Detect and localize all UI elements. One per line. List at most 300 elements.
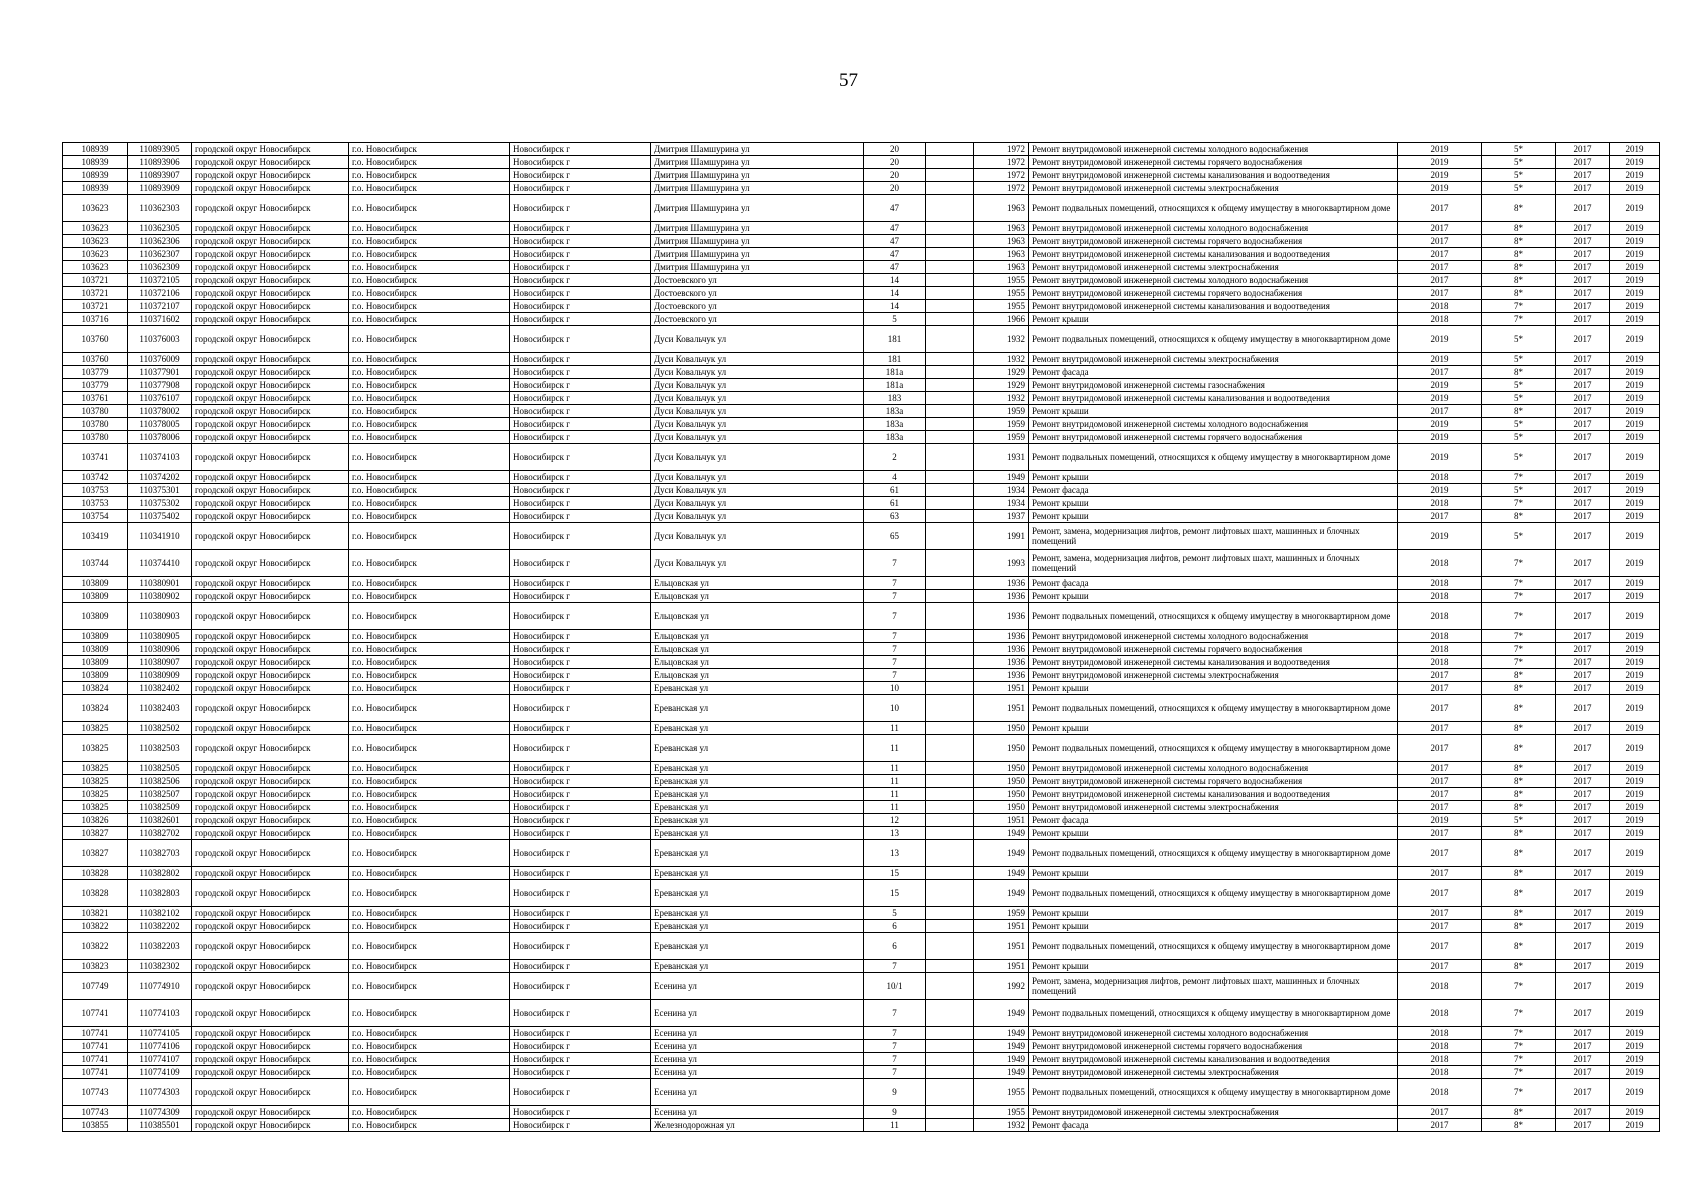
cell-year-built: 1949 — [974, 840, 1029, 867]
cell-year-built: 1963 — [974, 261, 1029, 274]
cell-plan-year: 2017 — [1398, 235, 1482, 248]
cell-building — [926, 405, 974, 418]
cell-municipality: городской округ Новосибирск — [192, 274, 349, 287]
cell-plan-year: 2018 — [1398, 313, 1482, 326]
cell-settlement: г.о. Новосибирск — [349, 379, 510, 392]
cell-municipality: городской округ Новосибирск — [192, 801, 349, 814]
cell-work-id: 110375301 — [128, 484, 192, 497]
cell-start-year: 2017 — [1556, 392, 1610, 405]
cell-end-year: 2019 — [1610, 182, 1660, 195]
cell-end-year: 2019 — [1610, 907, 1660, 920]
table-row — [63, 1079, 1660, 1106]
cell-street: Дуси Ковальчук ул — [651, 444, 864, 471]
cell-street: Железнодорожная ул — [651, 1119, 864, 1132]
cell-work-type: Ремонт внутридомовой инженерной системы горячего водоснабжения — [1029, 431, 1398, 444]
cell-priority: 5* — [1482, 484, 1556, 497]
cell-year-built: 1959 — [974, 907, 1029, 920]
cell-house-number: 61 — [864, 497, 926, 510]
cell-building — [926, 973, 974, 1000]
cell-end-year: 2019 — [1610, 392, 1660, 405]
cell-priority: 8* — [1482, 735, 1556, 762]
cell-year-built: 1950 — [974, 762, 1029, 775]
cell-house-id: 103825 — [63, 735, 128, 762]
cell-plan-year: 2019 — [1398, 169, 1482, 182]
cell-end-year: 2019 — [1610, 590, 1660, 603]
cell-building — [926, 444, 974, 471]
cell-street: Ереванская ул — [651, 867, 864, 880]
cell-work-id: 110372107 — [128, 300, 192, 313]
cell-building — [926, 287, 974, 300]
cell-priority: 7* — [1482, 1000, 1556, 1027]
cell-work-type: Ремонт, замена, модернизация лифтов, ремонт лифтовых шахт, машинных и блочных помещений — [1029, 550, 1398, 577]
cell-work-id: 110362305 — [128, 222, 192, 235]
cell-house-id: 103721 — [63, 274, 128, 287]
cell-year-built: 1993 — [974, 550, 1029, 577]
cell-house-id: 103822 — [63, 920, 128, 933]
cell-city: Новосибирск г — [510, 762, 651, 775]
cell-work-id: 110380903 — [128, 603, 192, 630]
cell-house-number: 181 — [864, 326, 926, 353]
cell-settlement: г.о. Новосибирск — [349, 643, 510, 656]
cell-end-year: 2019 — [1610, 379, 1660, 392]
cell-end-year: 2019 — [1610, 444, 1660, 471]
cell-city: Новосибирск г — [510, 405, 651, 418]
table-row — [63, 762, 1660, 775]
cell-start-year: 2017 — [1556, 366, 1610, 379]
cell-house-id: 103779 — [63, 379, 128, 392]
cell-settlement: г.о. Новосибирск — [349, 523, 510, 550]
cell-city: Новосибирск г — [510, 444, 651, 471]
cell-year-built: 1934 — [974, 497, 1029, 510]
cell-building — [926, 1053, 974, 1066]
cell-year-built: 1929 — [974, 379, 1029, 392]
cell-street: Дмитрия Шамшурина ул — [651, 156, 864, 169]
cell-priority: 8* — [1482, 1106, 1556, 1119]
cell-building — [926, 431, 974, 444]
cell-work-id: 110382509 — [128, 801, 192, 814]
cell-priority: 7* — [1482, 577, 1556, 590]
cell-city: Новосибирск г — [510, 867, 651, 880]
table-row — [63, 1053, 1660, 1066]
cell-year-built: 1951 — [974, 960, 1029, 973]
cell-year-built: 1950 — [974, 801, 1029, 814]
cell-house-number: 2 — [864, 444, 926, 471]
cell-end-year: 2019 — [1610, 867, 1660, 880]
cell-plan-year: 2018 — [1398, 1040, 1482, 1053]
cell-municipality: городской округ Новосибирск — [192, 775, 349, 788]
cell-start-year: 2017 — [1556, 195, 1610, 222]
cell-municipality: городской округ Новосибирск — [192, 261, 349, 274]
cell-start-year: 2017 — [1556, 1000, 1610, 1027]
cell-work-id: 110774107 — [128, 1053, 192, 1066]
cell-work-type: Ремонт подвальных помещений, относящихся к общему имуществу в многоквартирном доме — [1029, 735, 1398, 762]
cell-street: Ереванская ул — [651, 762, 864, 775]
cell-plan-year: 2017 — [1398, 762, 1482, 775]
cell-settlement: г.о. Новосибирск — [349, 669, 510, 682]
cell-house-id: 103809 — [63, 603, 128, 630]
cell-house-id: 103827 — [63, 827, 128, 840]
cell-plan-year: 2019 — [1398, 156, 1482, 169]
cell-city: Новосибирск г — [510, 248, 651, 261]
cell-settlement: г.о. Новосибирск — [349, 933, 510, 960]
cell-house-number: 9 — [864, 1079, 926, 1106]
table-row — [63, 656, 1660, 669]
cell-plan-year: 2018 — [1398, 590, 1482, 603]
cell-plan-year: 2018 — [1398, 603, 1482, 630]
cell-settlement: г.о. Новосибирск — [349, 222, 510, 235]
cell-start-year: 2017 — [1556, 418, 1610, 431]
cell-start-year: 2017 — [1556, 379, 1610, 392]
cell-settlement: г.о. Новосибирск — [349, 248, 510, 261]
cell-year-built: 1955 — [974, 300, 1029, 313]
cell-house-number: 10 — [864, 682, 926, 695]
cell-building — [926, 1027, 974, 1040]
cell-priority: 5* — [1482, 326, 1556, 353]
cell-priority: 7* — [1482, 643, 1556, 656]
cell-house-number: 65 — [864, 523, 926, 550]
cell-municipality: городской округ Новосибирск — [192, 182, 349, 195]
cell-city: Новосибирск г — [510, 814, 651, 827]
cell-house-id: 103760 — [63, 326, 128, 353]
cell-house-number: 47 — [864, 248, 926, 261]
cell-house-id: 103822 — [63, 933, 128, 960]
cell-city: Новосибирск г — [510, 287, 651, 300]
table-row — [63, 880, 1660, 907]
cell-year-built: 1949 — [974, 827, 1029, 840]
cell-plan-year: 2017 — [1398, 405, 1482, 418]
table-row — [63, 261, 1660, 274]
cell-municipality: городской округ Новосибирск — [192, 762, 349, 775]
cell-house-id: 103825 — [63, 722, 128, 735]
cell-priority: 7* — [1482, 300, 1556, 313]
cell-plan-year: 2018 — [1398, 471, 1482, 484]
cell-building — [926, 827, 974, 840]
cell-priority: 8* — [1482, 222, 1556, 235]
cell-year-built: 1949 — [974, 1027, 1029, 1040]
cell-municipality: городской округ Новосибирск — [192, 735, 349, 762]
cell-municipality: городской округ Новосибирск — [192, 973, 349, 1000]
cell-municipality: городской округ Новосибирск — [192, 169, 349, 182]
cell-priority: 8* — [1482, 827, 1556, 840]
cell-priority: 8* — [1482, 274, 1556, 287]
cell-city: Новосибирск г — [510, 274, 651, 287]
cell-settlement: г.о. Новосибирск — [349, 814, 510, 827]
cell-city: Новосибирск г — [510, 840, 651, 867]
page-number: 57 — [839, 70, 858, 91]
cell-house-number: 63 — [864, 510, 926, 523]
cell-settlement: г.о. Новосибирск — [349, 840, 510, 867]
cell-work-type: Ремонт внутридомовой инженерной системы горячего водоснабжения — [1029, 775, 1398, 788]
cell-work-id: 110380902 — [128, 590, 192, 603]
table-row — [63, 497, 1660, 510]
cell-building — [926, 550, 974, 577]
cell-work-type: Ремонт внутридомовой инженерной системы канализования и водоотведения — [1029, 1053, 1398, 1066]
cell-work-id: 110774103 — [128, 1000, 192, 1027]
cell-building — [926, 1106, 974, 1119]
cell-work-id: 110382503 — [128, 735, 192, 762]
cell-work-id: 110376107 — [128, 392, 192, 405]
cell-building — [926, 867, 974, 880]
cell-building — [926, 814, 974, 827]
cell-street: Ереванская ул — [651, 735, 864, 762]
table-row — [63, 577, 1660, 590]
cell-settlement: г.о. Новосибирск — [349, 880, 510, 907]
cell-work-type: Ремонт, замена, модернизация лифтов, ремонт лифтовых шахт, машинных и блочных помещений — [1029, 523, 1398, 550]
cell-settlement: г.о. Новосибирск — [349, 156, 510, 169]
cell-year-built: 1936 — [974, 603, 1029, 630]
cell-end-year: 2019 — [1610, 313, 1660, 326]
cell-city: Новосибирск г — [510, 1066, 651, 1079]
table-row — [63, 907, 1660, 920]
cell-end-year: 2019 — [1610, 960, 1660, 973]
cell-city: Новосибирск г — [510, 827, 651, 840]
cell-priority: 8* — [1482, 510, 1556, 523]
cell-priority: 5* — [1482, 444, 1556, 471]
cell-priority: 7* — [1482, 630, 1556, 643]
cell-house-number: 5 — [864, 313, 926, 326]
cell-work-id: 110893907 — [128, 169, 192, 182]
table-row — [63, 484, 1660, 497]
cell-house-number: 13 — [864, 827, 926, 840]
cell-municipality: городской округ Новосибирск — [192, 840, 349, 867]
cell-year-built: 1959 — [974, 405, 1029, 418]
cell-work-id: 110374202 — [128, 471, 192, 484]
table-row — [63, 1119, 1660, 1132]
cell-year-built: 1934 — [974, 484, 1029, 497]
cell-work-id: 110371602 — [128, 313, 192, 326]
cell-house-number: 7 — [864, 643, 926, 656]
cell-house-id: 103809 — [63, 643, 128, 656]
cell-end-year: 2019 — [1610, 366, 1660, 379]
cell-priority: 8* — [1482, 669, 1556, 682]
cell-settlement: г.о. Новосибирск — [349, 775, 510, 788]
cell-work-type: Ремонт внутридомовой инженерной системы газоснабжения — [1029, 379, 1398, 392]
cell-year-built: 1963 — [974, 222, 1029, 235]
cell-street: Ереванская ул — [651, 920, 864, 933]
table-row — [63, 182, 1660, 195]
cell-work-id: 110378002 — [128, 405, 192, 418]
cell-end-year: 2019 — [1610, 1053, 1660, 1066]
cell-street: Дмитрия Шамшурина ул — [651, 248, 864, 261]
cell-year-built: 1937 — [974, 510, 1029, 523]
cell-house-number: 183а — [864, 418, 926, 431]
cell-priority: 8* — [1482, 933, 1556, 960]
cell-city: Новосибирск г — [510, 392, 651, 405]
table-row — [63, 1027, 1660, 1040]
cell-city: Новосибирск г — [510, 235, 651, 248]
cell-priority: 5* — [1482, 143, 1556, 156]
table-row — [63, 418, 1660, 431]
cell-year-built: 1959 — [974, 418, 1029, 431]
cell-work-type: Ремонт крыши — [1029, 471, 1398, 484]
cell-settlement: г.о. Новосибирск — [349, 1053, 510, 1066]
cell-street: Ереванская ул — [651, 880, 864, 907]
cell-street: Есенина ул — [651, 1027, 864, 1040]
cell-settlement: г.о. Новосибирск — [349, 656, 510, 669]
cell-settlement: г.о. Новосибирск — [349, 261, 510, 274]
cell-work-type: Ремонт крыши — [1029, 313, 1398, 326]
cell-city: Новосибирск г — [510, 1106, 651, 1119]
cell-priority: 7* — [1482, 471, 1556, 484]
cell-building — [926, 1119, 974, 1132]
cell-plan-year: 2017 — [1398, 287, 1482, 300]
cell-priority: 5* — [1482, 169, 1556, 182]
table-row — [63, 313, 1660, 326]
cell-plan-year: 2017 — [1398, 1106, 1482, 1119]
cell-building — [926, 933, 974, 960]
table-row — [63, 630, 1660, 643]
cell-house-number: 7 — [864, 550, 926, 577]
cell-city: Новосибирск г — [510, 735, 651, 762]
cell-settlement: г.о. Новосибирск — [349, 431, 510, 444]
cell-priority: 7* — [1482, 1040, 1556, 1053]
cell-year-built: 1955 — [974, 1079, 1029, 1106]
cell-building — [926, 169, 974, 182]
cell-street: Дмитрия Шамшурина ул — [651, 169, 864, 182]
cell-work-id: 110893906 — [128, 156, 192, 169]
cell-house-id: 103779 — [63, 366, 128, 379]
table-row — [63, 523, 1660, 550]
cell-start-year: 2017 — [1556, 1040, 1610, 1053]
cell-plan-year: 2019 — [1398, 444, 1482, 471]
cell-building — [926, 326, 974, 353]
cell-start-year: 2017 — [1556, 497, 1610, 510]
cell-work-id: 110372105 — [128, 274, 192, 287]
cell-end-year: 2019 — [1610, 287, 1660, 300]
cell-work-type: Ремонт подвальных помещений, относящихся к общему имуществу в многоквартирном доме — [1029, 1000, 1398, 1027]
cell-house-number: 14 — [864, 287, 926, 300]
cell-street: Ельцовская ул — [651, 630, 864, 643]
cell-city: Новосибирск г — [510, 590, 651, 603]
cell-priority: 8* — [1482, 682, 1556, 695]
cell-work-id: 110893909 — [128, 182, 192, 195]
cell-building — [926, 577, 974, 590]
cell-plan-year: 2019 — [1398, 418, 1482, 431]
cell-plan-year: 2018 — [1398, 550, 1482, 577]
cell-end-year: 2019 — [1610, 1027, 1660, 1040]
cell-start-year: 2017 — [1556, 1053, 1610, 1066]
table-row — [63, 973, 1660, 1000]
cell-work-type: Ремонт внутридомовой инженерной системы горячего водоснабжения — [1029, 156, 1398, 169]
cell-house-id: 103742 — [63, 471, 128, 484]
cell-building — [926, 300, 974, 313]
cell-end-year: 2019 — [1610, 827, 1660, 840]
cell-house-number: 7 — [864, 656, 926, 669]
cell-end-year: 2019 — [1610, 880, 1660, 907]
cell-city: Новосибирск г — [510, 379, 651, 392]
cell-end-year: 2019 — [1610, 326, 1660, 353]
cell-municipality: городской округ Новосибирск — [192, 1079, 349, 1106]
cell-street: Ельцовская ул — [651, 656, 864, 669]
cell-work-type: Ремонт фасада — [1029, 1119, 1398, 1132]
cell-plan-year: 2018 — [1398, 1053, 1482, 1066]
cell-year-built: 1936 — [974, 669, 1029, 682]
cell-street: Дуси Ковальчук ул — [651, 550, 864, 577]
cell-city: Новосибирск г — [510, 484, 651, 497]
cell-street: Дуси Ковальчук ул — [651, 405, 864, 418]
cell-start-year: 2017 — [1556, 261, 1610, 274]
cell-work-id: 110380901 — [128, 577, 192, 590]
cell-work-id: 110374103 — [128, 444, 192, 471]
cell-year-built: 1955 — [974, 274, 1029, 287]
cell-work-id: 110774105 — [128, 1027, 192, 1040]
cell-house-number: 7 — [864, 577, 926, 590]
cell-priority: 8* — [1482, 695, 1556, 722]
cell-city: Новосибирск г — [510, 801, 651, 814]
cell-city: Новосибирск г — [510, 920, 651, 933]
cell-start-year: 2017 — [1556, 143, 1610, 156]
cell-house-number: 11 — [864, 722, 926, 735]
cell-house-number: 7 — [864, 1053, 926, 1066]
table-row — [63, 431, 1660, 444]
cell-work-type: Ремонт подвальных помещений, относящихся к общему имуществу в многоквартирном доме — [1029, 840, 1398, 867]
cell-settlement: г.о. Новосибирск — [349, 274, 510, 287]
table-row — [63, 143, 1660, 156]
cell-house-id: 107743 — [63, 1106, 128, 1119]
cell-priority: 8* — [1482, 248, 1556, 261]
cell-end-year: 2019 — [1610, 550, 1660, 577]
cell-priority: 5* — [1482, 523, 1556, 550]
cell-building — [926, 484, 974, 497]
cell-plan-year: 2018 — [1398, 497, 1482, 510]
cell-year-built: 1955 — [974, 287, 1029, 300]
cell-building — [926, 274, 974, 287]
cell-municipality: городской округ Новосибирск — [192, 1119, 349, 1132]
cell-work-id: 110376003 — [128, 326, 192, 353]
cell-plan-year: 2019 — [1398, 379, 1482, 392]
table-row — [63, 1040, 1660, 1053]
cell-end-year: 2019 — [1610, 195, 1660, 222]
cell-house-id: 103825 — [63, 762, 128, 775]
cell-work-id: 110382505 — [128, 762, 192, 775]
cell-municipality: городской округ Новосибирск — [192, 326, 349, 353]
cell-year-built: 1949 — [974, 1053, 1029, 1066]
cell-work-type: Ремонт внутридомовой инженерной системы канализования и водоотведения — [1029, 248, 1398, 261]
cell-priority: 7* — [1482, 550, 1556, 577]
cell-year-built: 1931 — [974, 444, 1029, 471]
cell-house-id: 107749 — [63, 973, 128, 1000]
cell-house-number: 7 — [864, 630, 926, 643]
cell-end-year: 2019 — [1610, 1119, 1660, 1132]
cell-priority: 7* — [1482, 1079, 1556, 1106]
cell-municipality: городской округ Новосибирск — [192, 1000, 349, 1027]
table-row — [63, 379, 1660, 392]
cell-house-id: 103760 — [63, 353, 128, 366]
cell-municipality: городской округ Новосибирск — [192, 867, 349, 880]
cell-street: Есенина ул — [651, 1000, 864, 1027]
cell-priority: 8* — [1482, 960, 1556, 973]
cell-plan-year: 2018 — [1398, 630, 1482, 643]
cell-start-year: 2017 — [1556, 156, 1610, 169]
cell-city: Новосибирск г — [510, 313, 651, 326]
cell-year-built: 1992 — [974, 973, 1029, 1000]
cell-street: Дмитрия Шамшурина ул — [651, 222, 864, 235]
cell-municipality: городской округ Новосибирск — [192, 484, 349, 497]
table-row — [63, 405, 1660, 418]
cell-house-id: 103716 — [63, 313, 128, 326]
cell-house-id: 103827 — [63, 840, 128, 867]
cell-house-id: 107741 — [63, 1000, 128, 1027]
cell-building — [926, 695, 974, 722]
cell-year-built: 1951 — [974, 695, 1029, 722]
cell-work-type: Ремонт внутридомовой инженерной системы канализования и водоотведения — [1029, 392, 1398, 405]
cell-building — [926, 497, 974, 510]
cell-end-year: 2019 — [1610, 418, 1660, 431]
cell-plan-year: 2017 — [1398, 669, 1482, 682]
cell-street: Дуси Ковальчук ул — [651, 366, 864, 379]
cell-work-id: 110382703 — [128, 840, 192, 867]
cell-plan-year: 2017 — [1398, 1119, 1482, 1132]
